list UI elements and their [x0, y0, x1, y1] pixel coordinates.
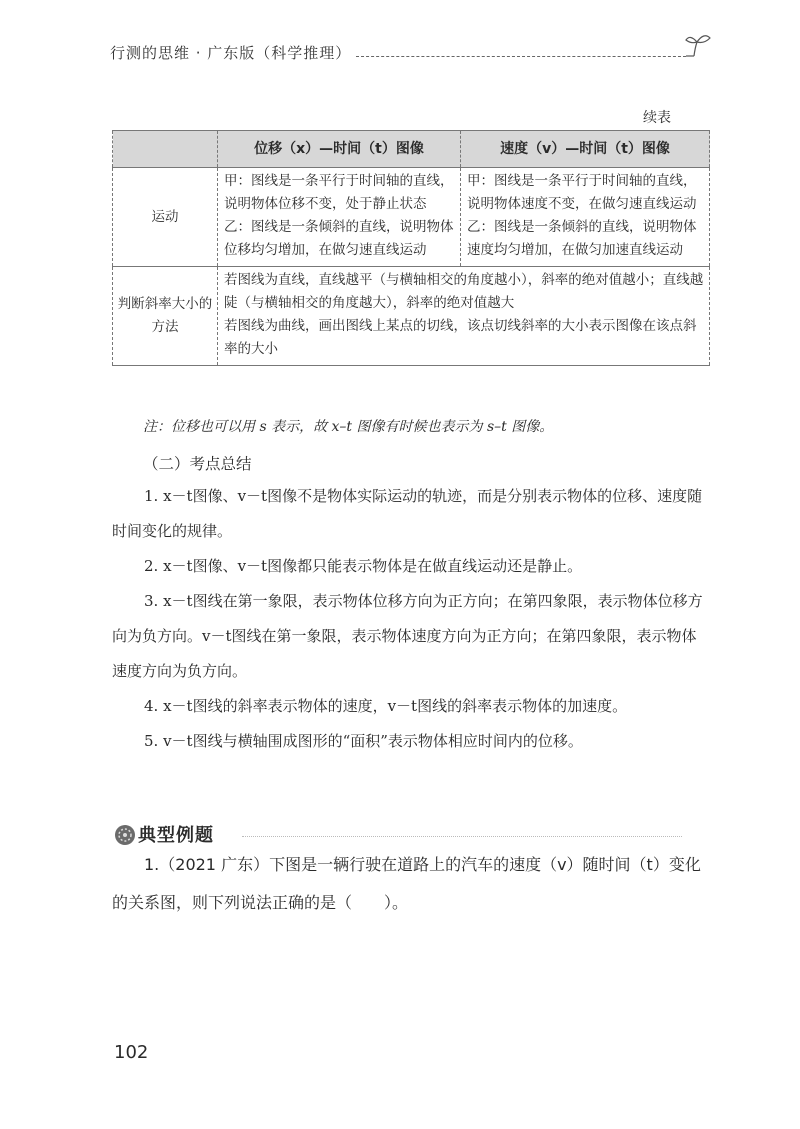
table-header-cell: 速度（v）—时间（t）图像 — [461, 131, 710, 168]
summary-item: 4. x－t图线的斜率表示物体的速度，v－t图线的斜率表示物体的加速度。 — [144, 697, 628, 715]
table-header-cell: 位移（x）—时间（t）图像 — [218, 131, 461, 168]
table-header-row — [113, 131, 710, 168]
motion-graph-table — [112, 130, 710, 366]
example-badge-icon — [114, 824, 136, 846]
header-rule — [356, 56, 686, 57]
section-heading: （二）考点总结 — [143, 455, 252, 473]
examples-heading: 典型例题 — [138, 825, 214, 846]
row-label: 判断斜率大小的方法 — [113, 267, 218, 366]
heading-rule — [242, 836, 682, 837]
table-note: 注：位移也可以用 s 表示，故 x–t 图像有时候也表示为 s–t 图像。 — [143, 419, 554, 435]
table-row — [113, 267, 710, 366]
displacement-cell: 甲：图线是一条平行于时间轴的直线，说明物体位移不变，处于静止状态 乙：图线是一条倾斜的直线，说明物体位移均匀增加，在做匀速直线运动 — [218, 168, 461, 267]
example-question: 1.（2021 广东）下图是一辆行驶在道路上的汽车的速度（v）随时间（t）变化的关系图，则下列说法正确的是（ ）。 — [112, 855, 701, 912]
summary-item: 5. v－t图线与横轴围成图形的“面积”表示物体相应时间内的位移。 — [144, 732, 583, 750]
table-row — [113, 168, 710, 267]
sprout-icon — [680, 30, 714, 60]
summary-item: 1. x－t图像、v－t图像不是物体实际运动的轨迹，而是分别表示物体的位移、速度随时间变化的规律。 — [112, 487, 703, 540]
velocity-cell: 甲：图线是一条平行于时间轴的直线，说明物体速度不变，在做匀速直线运动 乙：图线是一条倾斜的直线，说明物体速度均匀增加，在做匀加速直线运动 — [461, 168, 710, 267]
continued-label: 续表 — [643, 110, 671, 126]
summary-item: 3. x－t图线在第一象限，表示物体位移方向为正方向；在第四象限，表示物体位移方向为负方向。v－t图线在第一象限，表示物体速度方向为正方向；在第四象限，表示物体速度方向为负方向。 — [112, 592, 703, 680]
summary-item: 2. x－t图像、v－t图像都只能表示物体是在做直线运动还是静止。 — [144, 557, 583, 575]
table-header-cell — [113, 131, 218, 168]
row-label: 运动 — [113, 168, 218, 267]
page-number: 102 — [114, 1042, 149, 1063]
slope-method-cell: 若图线为直线，直线越平（与横轴相交的角度越小），斜率的绝对值越小；直线越陡（与横轴相交的角度越大），斜率的绝对值越大 若图线为曲线，画出图线上某点的切线，该点切线斜率的大小表示图像在该点斜率的大小 — [218, 267, 710, 366]
running-header: 行测的思维 · 广东版（科学推理） — [110, 44, 352, 62]
